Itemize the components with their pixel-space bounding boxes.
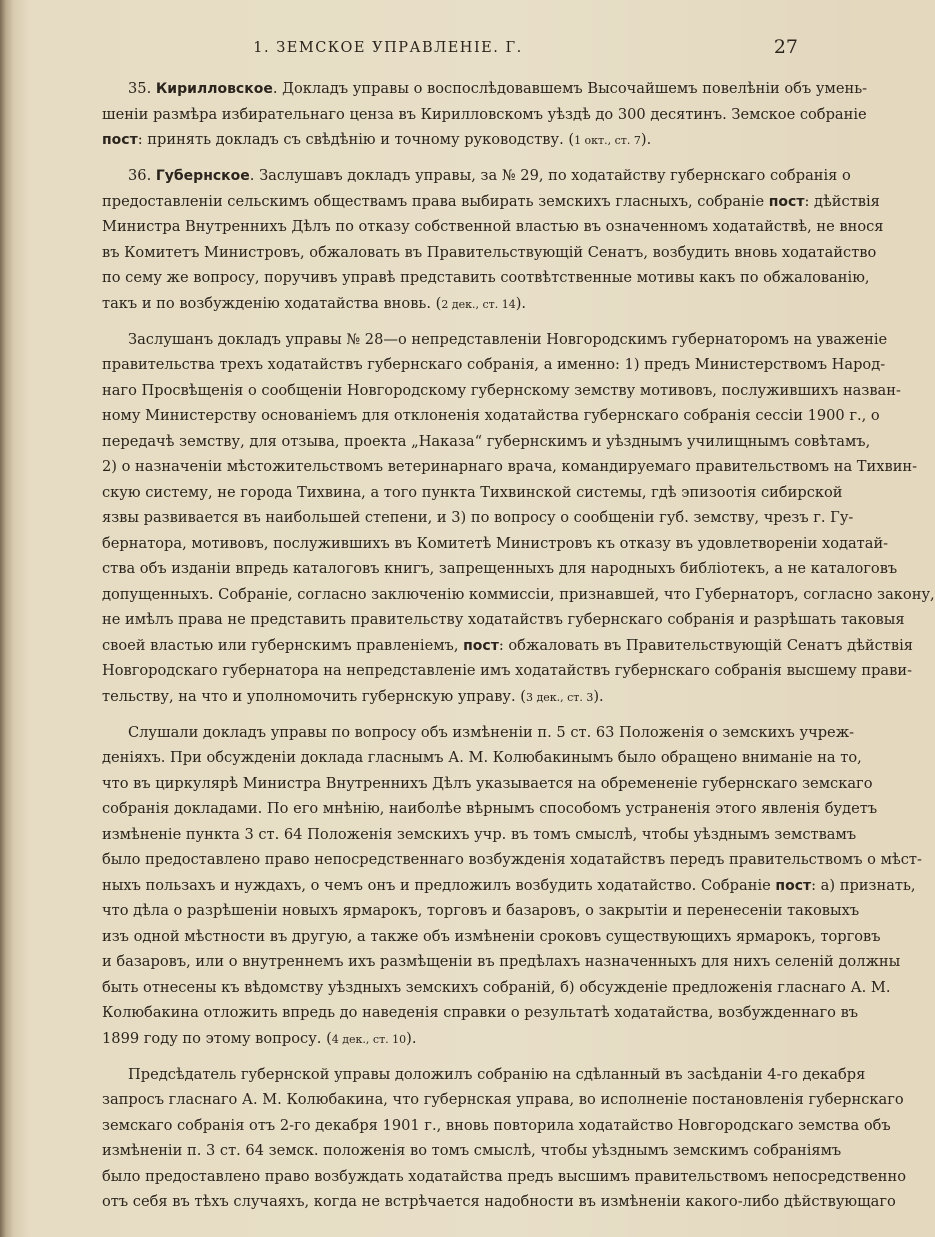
text-run: измѣненіи п. 3 ст. 64 земск. положенія во томъ смыслѣ, чтобы уѣзднымъ земскимъ собраніямъ	[102, 1142, 842, 1159]
text-line	[76, 352, 886, 378]
bold-term: Кирилловское	[155, 81, 273, 97]
text-line	[76, 127, 809, 153]
text-line	[76, 327, 888, 353]
text-line	[76, 556, 898, 582]
text-line	[76, 240, 877, 266]
text-line	[76, 214, 884, 240]
text-run: ).	[406, 1029, 417, 1047]
text-run: что въ циркулярѣ Министра Внутреннихъ Дѣлъ указывается на обремененіе губернскаго земскаго	[102, 774, 873, 792]
text-run: Заслушанъ докладъ управы № 28—о непредставленіи Новгородскимъ губернаторомъ на уваженіе	[128, 330, 888, 348]
citation-ref: 1 окт., ст. 7	[574, 134, 641, 147]
text-run: : а) признать,	[811, 876, 916, 894]
text-line	[76, 745, 862, 771]
text-run: ).	[593, 687, 604, 705]
text-run: ства объ изданіи впредь каталоговъ книгъ, запрещенныхъ для народныхъ библіотекъ, а не каталоговъ	[102, 560, 898, 577]
text-run: измѣненіе пункта 3 ст. 64 Положенія земскихъ учр. въ томъ смыслѣ, чтобы уѣзднымъ земствамъ	[102, 825, 857, 843]
text-run: въ Комитетъ Министровъ, обжаловать въ Правительствующій Сенатъ, возбудить вновь ходатайство	[102, 243, 877, 261]
text-run: Слушали докладъ управы по вопросу объ измѣненіи п. 5 ст. 63 Положенія о земскихъ учреж-	[128, 723, 855, 741]
text-line	[76, 429, 871, 455]
text-run: : принять докладъ съ свѣдѣнію и точному руководству. (	[137, 131, 575, 148]
text-run: 36.	[128, 167, 156, 184]
bold-term: пост	[775, 877, 812, 894]
text-line	[76, 291, 809, 317]
header-title: 1. ЗЕМСКОЕ УПРАВЛЕНІЕ. Г.	[253, 40, 523, 56]
text-run: Новгородскаго губернатора на непредставленіе имъ ходатайствъ губернскаго собранія высшему прави-	[102, 662, 913, 679]
text-line	[76, 924, 881, 950]
text-line	[76, 771, 873, 797]
text-run: : обжаловать въ Правительствующій Сенатъ дѣйствія	[498, 636, 913, 654]
text-run: Предсѣдатель губернской управы доложилъ собранію на сдѣланный въ засѣданіи 4-го декабря	[128, 1065, 866, 1083]
text-run: и базаровъ, или о внутреннемъ ихъ размѣщеніи въ предѣлахъ назначенныхъ для нихъ селеній должны	[102, 953, 901, 970]
bold-term: пост	[102, 132, 138, 148]
text-run: было предоставлено право возбуждать ходатайства предъ высшимъ правительствомъ непосредственно	[102, 1167, 907, 1185]
text-line	[76, 163, 851, 189]
text-line	[76, 1062, 866, 1088]
text-line	[76, 796, 878, 822]
text-line	[76, 873, 916, 899]
text-line	[76, 102, 867, 128]
text-run: ному Министерству основаніемъ для отклоненія ходатайства губернскаго собранія сессіи 1900 г., о	[102, 407, 880, 424]
bold-term: Губернское	[155, 168, 250, 184]
text-run: своей властью или губернскимъ правленіемъ,	[102, 636, 464, 654]
text-line	[76, 949, 901, 975]
text-run: скую систему, не города Тихвина, а того пункта Тихвинской системы, гдѣ эпизоотія сибирской	[102, 483, 843, 501]
paragraph	[76, 163, 884, 316]
paragraph	[76, 720, 922, 1052]
bold-term: пост	[463, 637, 499, 654]
text-line	[76, 378, 901, 404]
citation-ref: 3 дек., ст. 3	[525, 690, 594, 704]
text-run: предоставленіи сельскимъ обществамъ права выбирать земскихъ гласныхъ, собраніе	[102, 192, 769, 210]
text-line	[76, 720, 855, 746]
text-line	[76, 189, 880, 215]
text-run: 2) о назначеніи мѣстожительствомъ ветеринарнаго врача, командируемаго правительствомъ на Тихвин-	[102, 458, 918, 475]
text-run: Колюбакина отложить впредь до наведенія справки о результатѣ ходатайства, возбужденнаго въ	[102, 1004, 859, 1021]
text-line	[76, 1138, 842, 1164]
text-line	[76, 633, 913, 659]
text-line	[76, 822, 857, 848]
text-run: было предоставлено право непосредственнаго возбужденія ходатайствъ передъ правительствомъ о мѣст-	[102, 851, 922, 868]
bold-term: пост	[768, 193, 805, 210]
document-body	[76, 76, 935, 1225]
text-run: деніяхъ. При обсужденіи доклада гласнымъ А. М. Колюбакинымъ было обращено вниманіе на то,	[102, 749, 862, 766]
text-run: язвы развивается въ наибольшей степени, и 3) по вопросу о сообщеніи губ. земству, чрезъ г. Гу-	[102, 509, 854, 526]
page-number: 27	[773, 36, 798, 58]
text-run: 35.	[128, 80, 156, 97]
text-run: такъ и по возбужденію ходатайства вновь. (	[102, 294, 442, 312]
paragraph	[76, 76, 868, 153]
text-run: правительства трехъ ходатайствъ губернскаго собранія, а именно: 1) предъ Министерствомъ Народ-	[102, 356, 886, 373]
text-run: Министра Внутреннихъ Дѣлъ по отказу собственной властью въ означенномъ ходатайствѣ, не внося	[102, 218, 884, 235]
text-run: ).	[515, 294, 527, 312]
text-run: по сему же вопросу, поручивъ управѣ представить соотвѣтственные мотивы какъ по обжалованію,	[102, 269, 870, 286]
text-run: что дѣла о разрѣшеніи новыхъ ярмарокъ, торговъ и базаровъ, о закрытіи и перенесеніи таковыхъ	[102, 902, 860, 919]
text-line	[76, 1189, 896, 1215]
text-line	[76, 403, 880, 429]
text-line	[76, 607, 905, 633]
text-run: быть отнесены къ вѣдомству уѣздныхъ земскихъ собраній, б) обсужденіе предложенія гласнаго А. М.	[102, 978, 891, 996]
text-line	[76, 1087, 904, 1113]
text-run: ныхъ пользахъ и нуждахъ, о чемъ онъ и предложилъ возбудить ходатайство. Собраніе	[102, 876, 776, 894]
text-run: бернатора, мотивовъ, послужившихъ въ Комитетѣ Министровъ къ отказу въ удовлетвореніи ходатай-	[102, 534, 889, 552]
text-run: шеніи размѣра избирательнаго ценза въ Кирилловскомъ уѣздѣ до 300 десятинъ. Земское собраніе	[102, 105, 867, 123]
text-run: ).	[640, 131, 652, 148]
text-run: : дѣйствія	[804, 192, 880, 210]
text-run: . Заслушавъ докладъ управы, за № 29, по ходатайству губернскаго собранія о	[249, 167, 851, 184]
text-line	[76, 1113, 891, 1139]
text-run: отъ себя въ тѣхъ случаяхъ, когда не встрѣчается надобности въ измѣненіи какого-либо дѣйствующаго	[102, 1193, 896, 1210]
text-run: наго Просвѣщенія о сообщеніи Новгородскому губернскому земству мотивовъ, послужившихъ назван-	[102, 381, 901, 399]
text-line	[76, 582, 935, 608]
text-run: . Докладъ управы о воспослѣдовавшемъ Высочайшемъ повелѣніи объ умень-	[272, 80, 868, 97]
citation-ref: 2 дек., ст. 14	[441, 297, 516, 311]
text-run: не имѣлъ права не представить правительству ходатайствъ губернскаго собранія и разрѣшать таковыя	[102, 611, 905, 628]
text-line	[76, 1000, 859, 1026]
text-line	[76, 847, 922, 873]
text-run: изъ одной мѣстности въ другую, а также объ измѣненіи сроковъ существующихъ ярмарокъ, торговъ	[102, 927, 881, 945]
text-run: передачѣ земству, для отзыва, проекта „Наказа“ губернскимъ и уѣзднымъ училищнымъ совѣтамъ,	[102, 432, 871, 450]
text-run: собранія докладами. По его мнѣнію, наиболѣе вѣрнымъ способомъ устраненія этого явленія будетъ	[102, 800, 878, 817]
text-run: запросъ гласнаго А. М. Колюбакина, что губернская управа, во исполненіе постановленія губернскаго	[102, 1091, 904, 1108]
text-line	[76, 531, 889, 557]
paragraph	[76, 1062, 907, 1215]
text-line	[76, 684, 809, 710]
paragraph	[76, 327, 935, 710]
text-line	[76, 1026, 809, 1052]
text-run: 1899 году по этому вопросу. (	[102, 1029, 332, 1047]
text-line	[76, 505, 854, 531]
text-line	[76, 975, 891, 1001]
text-line	[76, 1164, 907, 1190]
text-line	[76, 454, 918, 480]
running-header	[78, 34, 798, 60]
text-run: тельству, на что и уполномочить губернскую управу. (	[102, 687, 526, 705]
text-line	[76, 898, 860, 924]
text-line	[76, 658, 913, 684]
text-run: земскаго собранія отъ 2-го декабря 1901 г., вновь повторила ходатайство Новгородскаго земства объ	[102, 1116, 891, 1134]
citation-ref: 4 дек., ст. 10	[331, 1032, 407, 1046]
text-line	[76, 480, 843, 506]
text-run: допущенныхъ. Собраніе, согласно заключенію коммиссіи, признавшей, что Губернаторъ, согласно закону,	[102, 585, 935, 603]
text-line	[76, 76, 868, 102]
text-line	[76, 265, 870, 291]
